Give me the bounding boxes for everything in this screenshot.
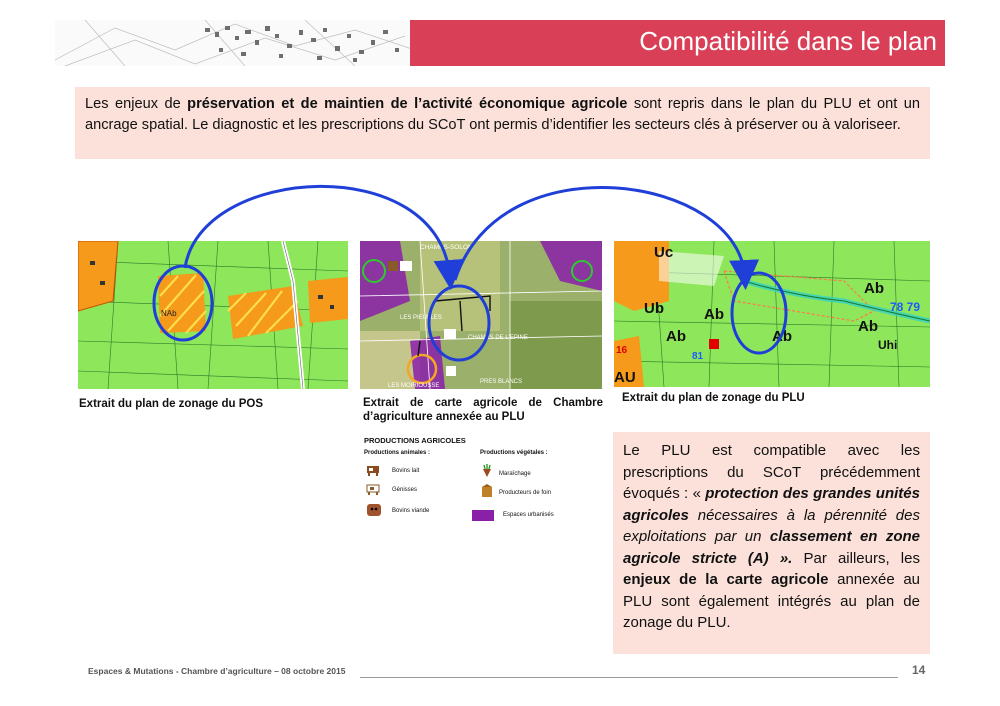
page-title: Compatibilité dans le plan (639, 26, 937, 56)
pos-map-caption: Extrait du plan de zonage du POS (79, 398, 264, 410)
heifer-icon (366, 482, 380, 496)
conclusion-bold-italic-1: protection des grandes unités agricoles (623, 485, 920, 524)
vegetable-icon (480, 464, 494, 478)
intro-bold-1: préservation et de maintien de l’activité économique agricole (187, 96, 628, 112)
svg-text:Uc: Uc (654, 244, 674, 261)
svg-text:PRES BLANCS: PRES BLANCS (480, 379, 523, 385)
plu-zoning-map (614, 241, 930, 387)
page-number: 14 (912, 663, 926, 677)
beef-cow-icon (366, 502, 382, 518)
legend-item-producteurs-de-foin: Producteurs de foin (499, 490, 552, 496)
svg-text:Ab: Ab (666, 328, 686, 345)
dairy-cow-icon (366, 464, 380, 476)
svg-text:Ab: Ab (858, 318, 878, 335)
intro-text-2: sont repris dans le plan du PLU et ont un ancrage spatial. Le diagnostic et les prescriptions du SCoT ont permis d’identifier les secteurs clés à préserver ou à valoriseer. (85, 96, 921, 133)
legend-item-bovins-lait: Bovins lait (392, 468, 420, 474)
agricultural-map (360, 241, 602, 389)
pos-zoning-map (78, 241, 348, 389)
conclusion-bold-italic-2: classement en zone agricole stricte (A) ». (623, 528, 920, 567)
conclusion-bold-1: enjeux de la carte agricole (623, 571, 829, 588)
svg-text:Ab: Ab (864, 280, 884, 297)
plu-map-caption: Extrait du plan de zonage du PLU (622, 392, 805, 404)
svg-text:CHAMPS-SOLON: CHAMPS-SOLON (420, 244, 473, 251)
legend-animal-header: Productions animales : (364, 450, 431, 456)
conclusion-callout (613, 432, 930, 654)
urban-area-swatch (472, 510, 494, 521)
svg-text:Ab: Ab (704, 306, 724, 323)
svg-text:16: 16 (616, 345, 628, 356)
svg-text:81: 81 (692, 351, 704, 362)
agri-map-caption: Extrait de carte agricole de Chambre d’agriculture annexée au PLU (363, 397, 603, 423)
svg-text:Uhi: Uhi (878, 338, 898, 352)
svg-text:78 79: 78 79 (890, 300, 921, 314)
svg-text:CHAMPS DE L'EPINE: CHAMPS DE L'EPINE (468, 335, 528, 341)
legend-item-espaces-urbanises: Espaces urbanisés (503, 512, 554, 518)
svg-text:LES MOIRIOUSSE: LES MOIRIOUSSE (388, 383, 440, 389)
legend-item-bovins-viande: Bovins viande (392, 508, 430, 514)
conclusion-text-3: annexée au PLU sont également intégrés au plan de zonage du PLU. (623, 571, 921, 631)
legend-item-genisses: Génisses (392, 487, 418, 493)
legend-item-maraichage: Maraîchage (499, 471, 531, 477)
legend-vegetal-header: Productions végétales : (480, 450, 548, 456)
conclusion-italic-1: nécessaires à la pérennité des exploitations par un (623, 506, 920, 545)
agri-legend (362, 436, 602, 536)
svg-text:LES PIEULLES: LES PIEULLES (400, 315, 442, 321)
svg-text:AU: AU (614, 369, 636, 386)
hay-icon (480, 484, 494, 498)
svg-text:NAb: NAb (161, 309, 177, 318)
header-sketch-map (55, 20, 415, 66)
footer-divider (360, 677, 898, 678)
intro-callout (75, 87, 930, 159)
intro-text-1: Les enjeux de (85, 96, 188, 112)
title-bar (410, 20, 945, 66)
svg-text:Ab: Ab (772, 328, 792, 345)
conclusion-text-2: Par ailleurs, les (792, 549, 920, 567)
footer-text: Espaces & Mutations - Chambre d’agriculture – 08 octobre 2015 (88, 666, 346, 676)
svg-text:Ub: Ub (644, 300, 664, 317)
legend-title: PRODUCTIONS AGRICOLES (364, 436, 466, 445)
conclusion-text-1: Le PLU est compatible avec les prescriptions du SCoT précédemment évoqués : « (623, 442, 920, 502)
